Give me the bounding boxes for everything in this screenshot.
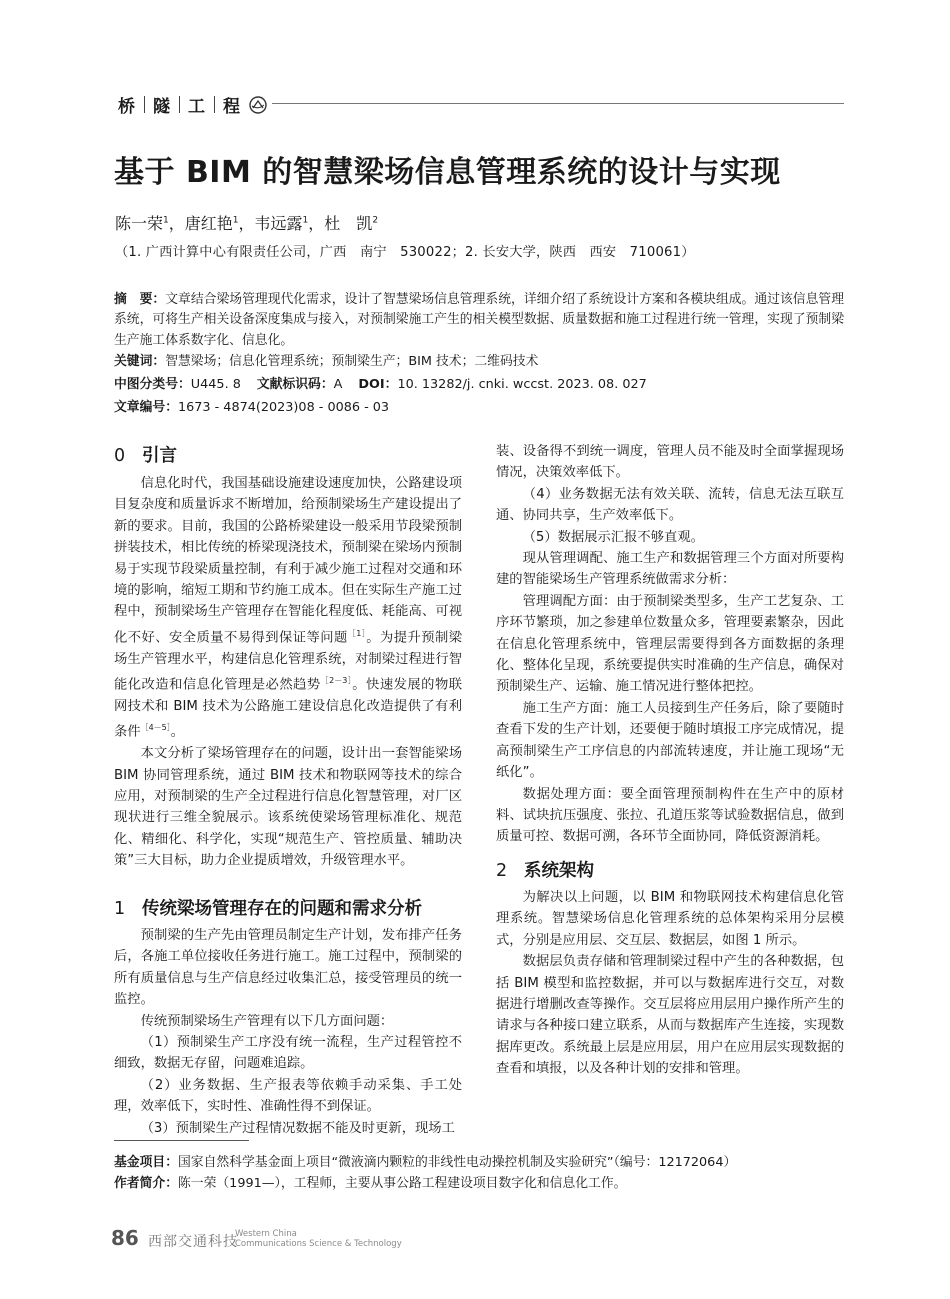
- divider: [144, 96, 145, 113]
- paragraph: 数据处理方面：要全面管理预制构件在生产中的原材料、试块抗压强度、张拉、孔道压浆等试验数据信息，做到质量可控、数据可溯，各环节全面协同，降低资源消耗。: [496, 786, 844, 845]
- paragraph: （1）预制梁生产工序没有统一流程，生产过程管控不细致，数据无存留，问题难追踪。: [114, 1035, 462, 1072]
- section-char: 桥: [118, 97, 136, 117]
- citation: ［2－3］: [320, 676, 353, 686]
- section-number: 0: [114, 446, 126, 466]
- left-column-intro: [114, 473, 462, 872]
- section-char: 工: [188, 97, 206, 117]
- classification-line: [114, 373, 647, 392]
- author-name: 唐红艳: [184, 214, 233, 233]
- section-heading-0: [114, 442, 177, 467]
- paragraph: （2）业务数据、生产报表等依赖手动采集、手工处理，效率低下，实时性、准确性得不到保证。: [114, 1077, 462, 1115]
- section-heading-2: [496, 857, 594, 882]
- page-number: 86: [111, 1226, 139, 1250]
- doc-code-label: 文献标识码：: [256, 377, 334, 392]
- clc-value: U445. 8: [190, 377, 241, 392]
- journal-english-name: [235, 1229, 402, 1249]
- section-char: 程: [223, 97, 241, 117]
- keywords-text: 智慧梁场；信息化管理系统；预制梁生产；BIM 技术；二维码技术: [165, 354, 539, 369]
- article-number-label: 文章编号：: [114, 400, 178, 415]
- author-sup: 1: [232, 215, 239, 226]
- paragraph: 现从管理调配、施工生产和数据管理三个方面对所要构建的智能梁场生产管理系统做需求分析：: [496, 551, 844, 588]
- keywords-label: 关键词：: [114, 354, 166, 369]
- author-sup: 2: [372, 215, 379, 226]
- clc-label: 中图分类号：: [114, 377, 191, 392]
- paragraph: 装、设备得不到统一调度，管理人员不能及时全面掌握现场情况，决策效率低下。: [496, 444, 844, 481]
- paragraph: 管理调配方面：由于预制梁类型多，生产工艺复杂、工序环节繁琐，加之参建单位数量众多，管理要素繁杂，因此在信息化管理系统中，管理层需要得到各方面数据的条理化、整体化呈现，系统要提供实时准确的生产信息，确保对预制梁生产、运输、施工情况进行整体把控。: [496, 593, 844, 695]
- divider: [179, 96, 180, 113]
- keywords: [114, 350, 538, 369]
- footnote-rule: [114, 1140, 249, 1141]
- paragraph: （3）预制梁生产过程情况数据不能及时更新，现场工: [140, 1120, 455, 1136]
- author-list: 陈一荣$^1$，唐红艳$^1$，韦远露$^1$，杜 凯$^2$: [115, 214, 379, 233]
- fund-note: [114, 1151, 736, 1170]
- right-column-section2: [496, 887, 844, 1080]
- paragraph: 施工生产方面：施工人员接到生产任务后，除了要随时查看下发的生产计划，还要便于随时填报工序完成情况，提高预制梁生产工序信息的内部流转速度，并让施工现场“无纸化”。: [496, 700, 844, 781]
- left-column-section1: [114, 925, 462, 1139]
- journal-name: 西部交通科技: [148, 1234, 238, 1250]
- article-title: 基于 BIM 的智慧梁场信息管理系统的设计与实现: [114, 155, 781, 190]
- journal-english-line: Communications Science & Technology: [235, 1239, 402, 1249]
- section-heading-1: [114, 895, 422, 920]
- author-sup: 1: [163, 215, 169, 226]
- fund-label: 基金项目：: [114, 1155, 178, 1170]
- header-rule: [272, 103, 844, 104]
- author-note-label: 作者简介：: [114, 1176, 178, 1191]
- paragraph: （4）业务数据无法有效关联、流转，信息无法互联互通、协同共享，生产效率低下。: [496, 486, 844, 524]
- author-name: 韦远露: [254, 214, 303, 233]
- paragraph: 本文分析了梁场管理存在的问题，设计出一套智能梁场 BIM 协同管理系统，通过 BIM 技术和物联网等技术的综合应用，对预制梁的生产全过程进行信息化智慧管理，对厂区现状进行三维全貌展示。该系统使梁场管理标准化、规范化、精细化、科学化，实现“规范生产、管控质量、辅助决策”三大目标，助力企业提质增效，升级管理水平。: [114, 746, 462, 869]
- fund-text: 国家自然科学基金面上项目“微液滴内颗粒的非线性电动操控机制及实验研究”（编号：12172064）: [177, 1155, 737, 1170]
- author-note-text: 陈一荣（1991—），工程师，主要从事公路工程建设项目数字化和信息化工作。: [177, 1176, 627, 1191]
- author-note: [114, 1172, 626, 1191]
- divider: [214, 96, 215, 113]
- section-title: 系统架构: [524, 861, 594, 881]
- paragraph: （5）数据展示汇报不够直观。: [522, 529, 704, 545]
- journal-english-line: Western China: [235, 1229, 297, 1239]
- section-number: 1: [114, 899, 126, 919]
- right-column-top: [496, 441, 844, 848]
- paragraph: 信息化时代，我国基础设施建设速度加快，公路建设项目复杂度和质量诉求不断增加，给预制梁场生产建设提出了新的要求。目前，我国的公路桥梁建设一般采用节段梁预制拼装技术，相比传统的桥梁现浇技术，预制梁在梁场内预制易于实现节段梁质量控制，有利于减少施工过程对交通和环境的影响，缩短工期和节约施工成本。但在实际生产施工过程中，预制梁场生产管理存在智能化程度低、耗能高、可视化不好、安全质量不易得到保证等问题$^{[1]}$。为提升预制梁场生产管理水平，构建信息化管理系统，对制梁过程进行智能化改造和信息化管理是必然趋势$^{[2-3]}$。快速发展的物联网技术和 BIM 技术为公路施工建设信息化改造提供了有利条件$^{[4-5]}$。: [114, 476, 463, 740]
- doi-value: 10. 13282/j. cnki. wccst. 2023. 08. 027: [397, 377, 647, 392]
- author-sup: 1: [302, 215, 309, 226]
- section-title: 传统梁场管理存在的问题和需求分析: [142, 899, 422, 919]
- section-number: 2: [496, 861, 508, 881]
- paragraph: 预制梁的生产先由管理员制定生产计划，发布排产任务后，各施工单位接收任务进行施工。施工过程中，预制梁的所有质量信息与生产信息经过收集汇总，接受管理员的统一监控。: [114, 928, 462, 1008]
- abstract-text: 文章结合梁场管理现代化需求，设计了智慧梁场信息管理系统，详细介绍了系统设计方案和各模块组成。通过该信息管理系统，可将生产相关设备深度集成与接入，对预制梁施工产生的相关模型数据、质量数据和施工过程进行统一管理，实现了预制梁生产施工体系数字化、信息化。: [114, 292, 845, 348]
- affiliation: （1. 广西计算中心有限责任公司，广西 南宁 530022；2. 长安大学，陕西 西安 710061）: [115, 245, 695, 260]
- section-char: 隧: [153, 97, 171, 117]
- paragraph: 传统预制梁场生产管理有以下几方面问题：: [140, 1013, 394, 1029]
- author-name: 陈一荣: [115, 214, 164, 233]
- section-title: 引言: [142, 446, 177, 466]
- citation: ［1］: [347, 628, 367, 638]
- paragraph: 为解决以上问题，以 BIM 和物联网技术构建信息化管理系统。智慧梁场信息化管理系统的总体架构采用分层模式，分别是应用层、交互层、数据层，如图 1 所示。: [496, 890, 844, 948]
- abstract: [114, 290, 844, 351]
- citation: ［4－5］: [140, 723, 171, 733]
- journal-logo-icon: [249, 96, 267, 114]
- article-number: [114, 396, 389, 415]
- author-name: 杜 凯: [324, 214, 373, 233]
- article-number-value: 1673 - 4874(2023)08 - 0086 - 03: [177, 400, 390, 415]
- section-label: [118, 92, 267, 117]
- doi-label: DOI：: [358, 377, 398, 392]
- abstract-label: 摘 要：: [114, 292, 166, 307]
- doc-code-value: A: [333, 377, 343, 392]
- paragraph: 数据层负责存储和管理制梁过程中产生的各种数据，包括 BIM 模型和监控数据，并可以与数据库进行交互，对数据进行增删改查等操作。交互层将应用层用户操作所产生的请求与各种接口建立联系，从而与数据库产生连接，实现数据库更改。系统最上层是应用层，用户在应用层实现数据的查看和填报，以及各种计划的安排和管理。: [496, 954, 844, 1077]
